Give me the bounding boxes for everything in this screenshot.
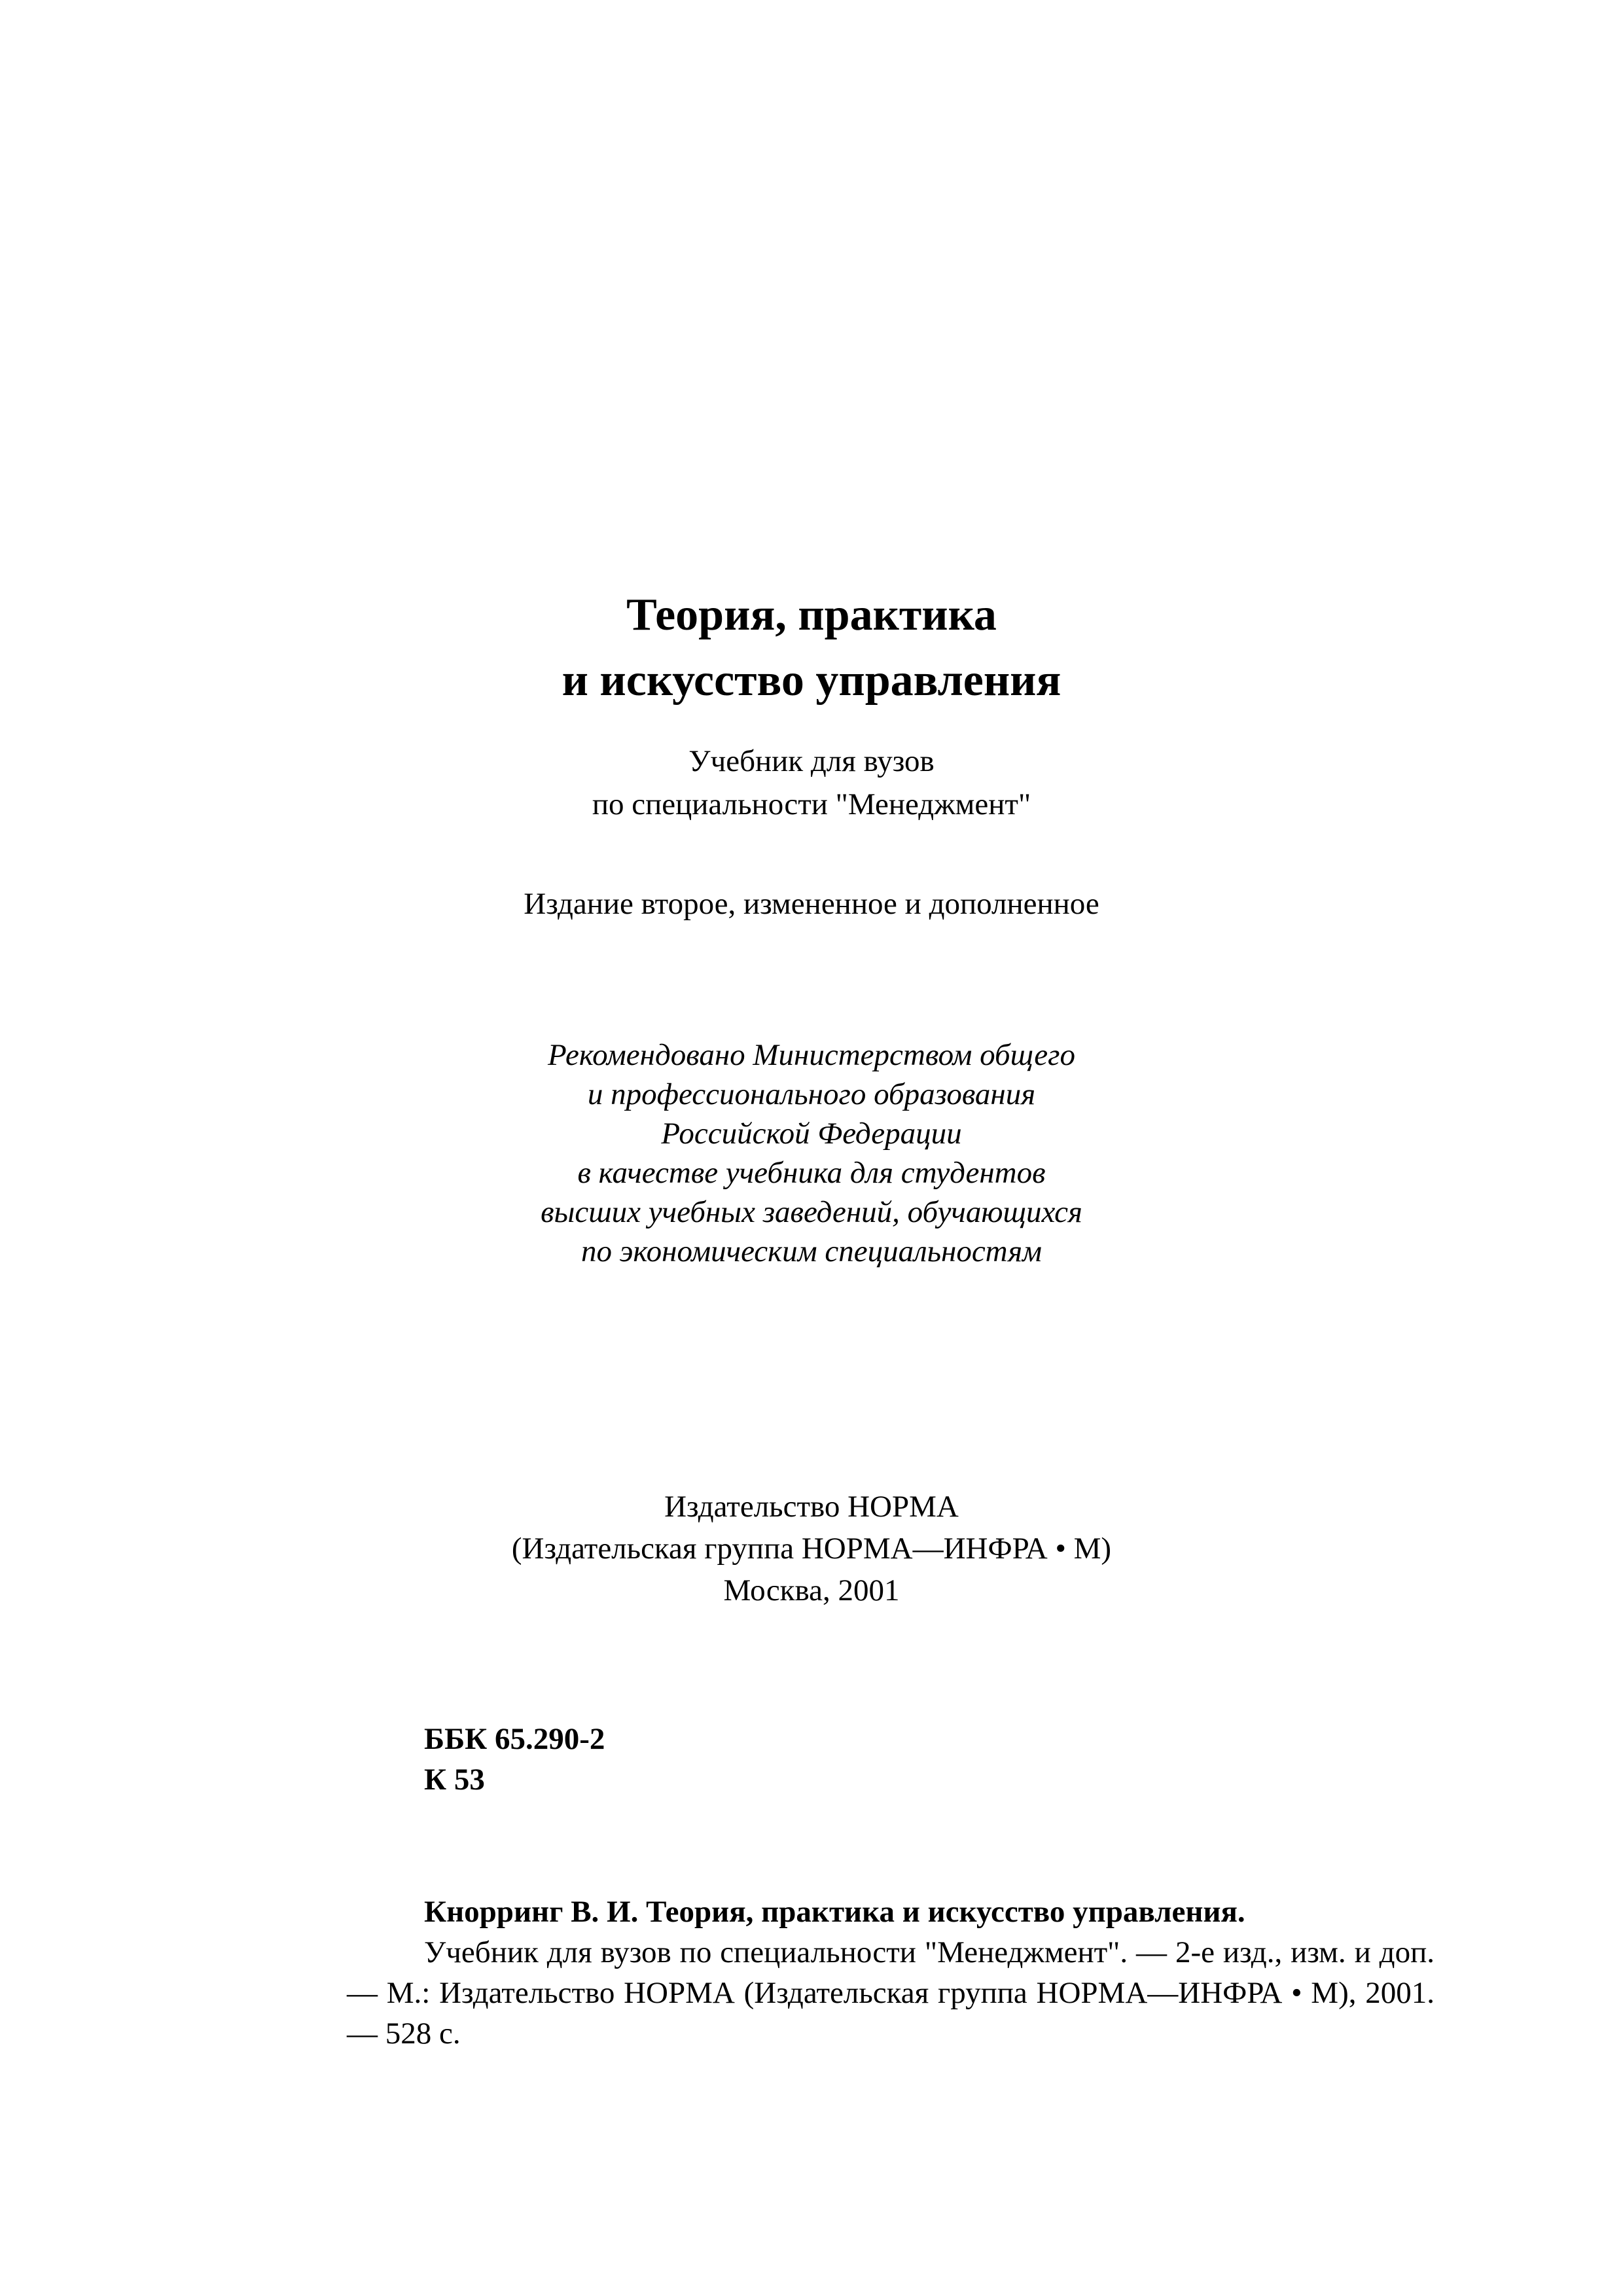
recommendation-line: Российской Федерации — [661, 1117, 962, 1151]
bibliographic-text: Учебник для вузов по специальности "Менеджмент". — 2-е изд., изм. и доп. — М.: Издательство НОРМА (Издательская группа НОРМА—ИНФРА • М), 2001. — 528 с. — [347, 1935, 1435, 2051]
recommendation-line: и профессионального образования — [587, 1077, 1036, 1111]
bibliographic-record — [347, 1892, 1435, 2054]
bbk-code: ББК 65.290-2 — [424, 1722, 605, 1756]
edition-text: Издание второе, измененное и дополненное — [524, 887, 1099, 921]
book-title-line-2: и искусство управления — [562, 655, 1061, 706]
ministry-recommendation — [0, 1035, 1623, 1271]
recommendation-line: по экономическим специальностям — [580, 1234, 1043, 1268]
book-title-line-1: Теория, практика — [626, 590, 997, 640]
edition-note — [0, 882, 1623, 925]
recommendation-line: высших учебных заведений, обучающихся — [541, 1195, 1082, 1229]
author-mark: К 53 — [424, 1763, 485, 1797]
classification-codes — [424, 1719, 605, 1800]
book-title — [0, 583, 1623, 713]
recommendation-line: в качестве учебника для студентов — [577, 1156, 1046, 1190]
book-subtitle — [0, 740, 1623, 826]
book-subtitle-line-1: Учебник для вузов — [688, 744, 935, 778]
publisher-group: (Издательская группа НОРМА—ИНФРА • М) — [511, 1532, 1112, 1566]
book-subtitle-line-2: по специальности "Менеджмент" — [592, 787, 1031, 821]
bibliographic-heading: Кнорринг В. И. Теория, практика и искусство управления. — [424, 1895, 1245, 1929]
publisher-name: Издательство НОРМА — [664, 1490, 959, 1524]
publisher-info — [0, 1486, 1623, 1611]
publisher-city-year: Москва, 2001 — [723, 1573, 900, 1607]
recommendation-line: Рекомендовано Министерством общего — [548, 1038, 1075, 1072]
